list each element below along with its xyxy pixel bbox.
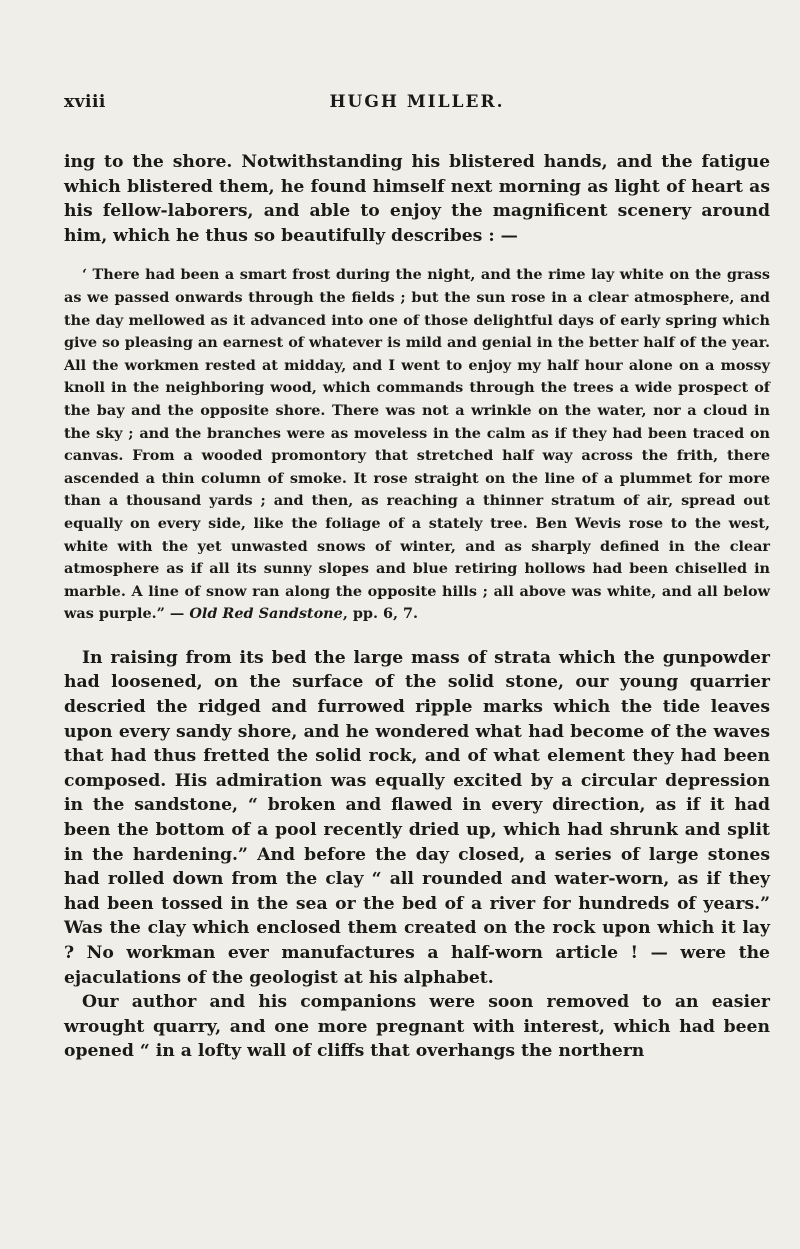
running-head: HUGH MILLER. [329,92,505,112]
quote-text: ‘ There had been a smart frost during the night, and the rime lay white on the grass as we passed onwards through the fields ; but the sun rose in a clear atmosphere, and the day mellowed as it advanced into one of those delightful days of early spring which give so pleasing an earnest of whatever is mild and genial in the better half of the year. All the workmen rested at midday, and I went to enjoy my half hour alone on a mossy knoll in the neighboring wood, which commands through the trees a wide prospect of the bay and the opposite shore. There was not a wrinkle on the water, nor a cloud in the sky ; and the branches were as moveless in the calm as if they had been traced on canvas. From a wooded promontory that stretched half way across the frith, there ascended a thin column of smoke. It rose straight on the line of a plummet for more than a thousand yards ; and then, as reaching a thinner stratum of air, spread out equally on every side, like the foliage of a stately tree. Ben Wevis rose to the west, white with the yet unwasted snows of winter, and as sharply defined in the clear atmosphere as if all its sunny slopes and blue retiring hollows had been chiselled in marble. A line of snow ran along the opposite hills ; all above was white, and all below was purple.” — [64,266,770,623]
quote-citation-title: Old Red Sandstone [189,605,343,623]
paragraph-ripple-marks: In raising from its bed the large mass of strata which the gunpowder had loosened, on the surface of the solid stone, our young quarrier descried the ridged and furrowed ripple marks which the tide leaves upon every sandy shore, and he wondered what had become of the waves that had thus fretted the solid rock, and of what element they had been composed. His admiration was equally excited by a circular depression in the sandstone, “ broken and flawed in every direction, as if it had been the bottom of a pool recently dried up, which had shrunk and split in the hardening.” And before the day closed, a series of large stones had rolled down from the clay “ all rounded and water-worn, as if they had been tossed in the sea or the bed of a river for hundreds of years.” Was the clay which enclosed them created on the rock upon which it lay ? No workman ever manufactures a half-worn article ! — were the ejaculations of the geologist at his alphabet. [64,647,770,988]
quote-citation-pages: , pp. 6, 7. [342,605,419,623]
page-number: xviii [64,92,106,112]
page-header [64,92,770,122]
block-quote [64,264,770,626]
paragraph-quarry: Our author and his companions were soon removed to an easier wrought quarry, and one more pregnant with interest, which had been opened “ in a lofty wall of cliffs that overhangs the northern [64,992,770,1062]
book-page [64,92,770,1064]
paragraph-opening: ing to the shore. Notwithstanding his blistered hands, and the fatigue which blistered them, he found himself next morning as light of heart as his fellow-laborers, and able to enjoy the magnificent scenery around him, which he thus so beautifully describes : — [64,152,770,246]
